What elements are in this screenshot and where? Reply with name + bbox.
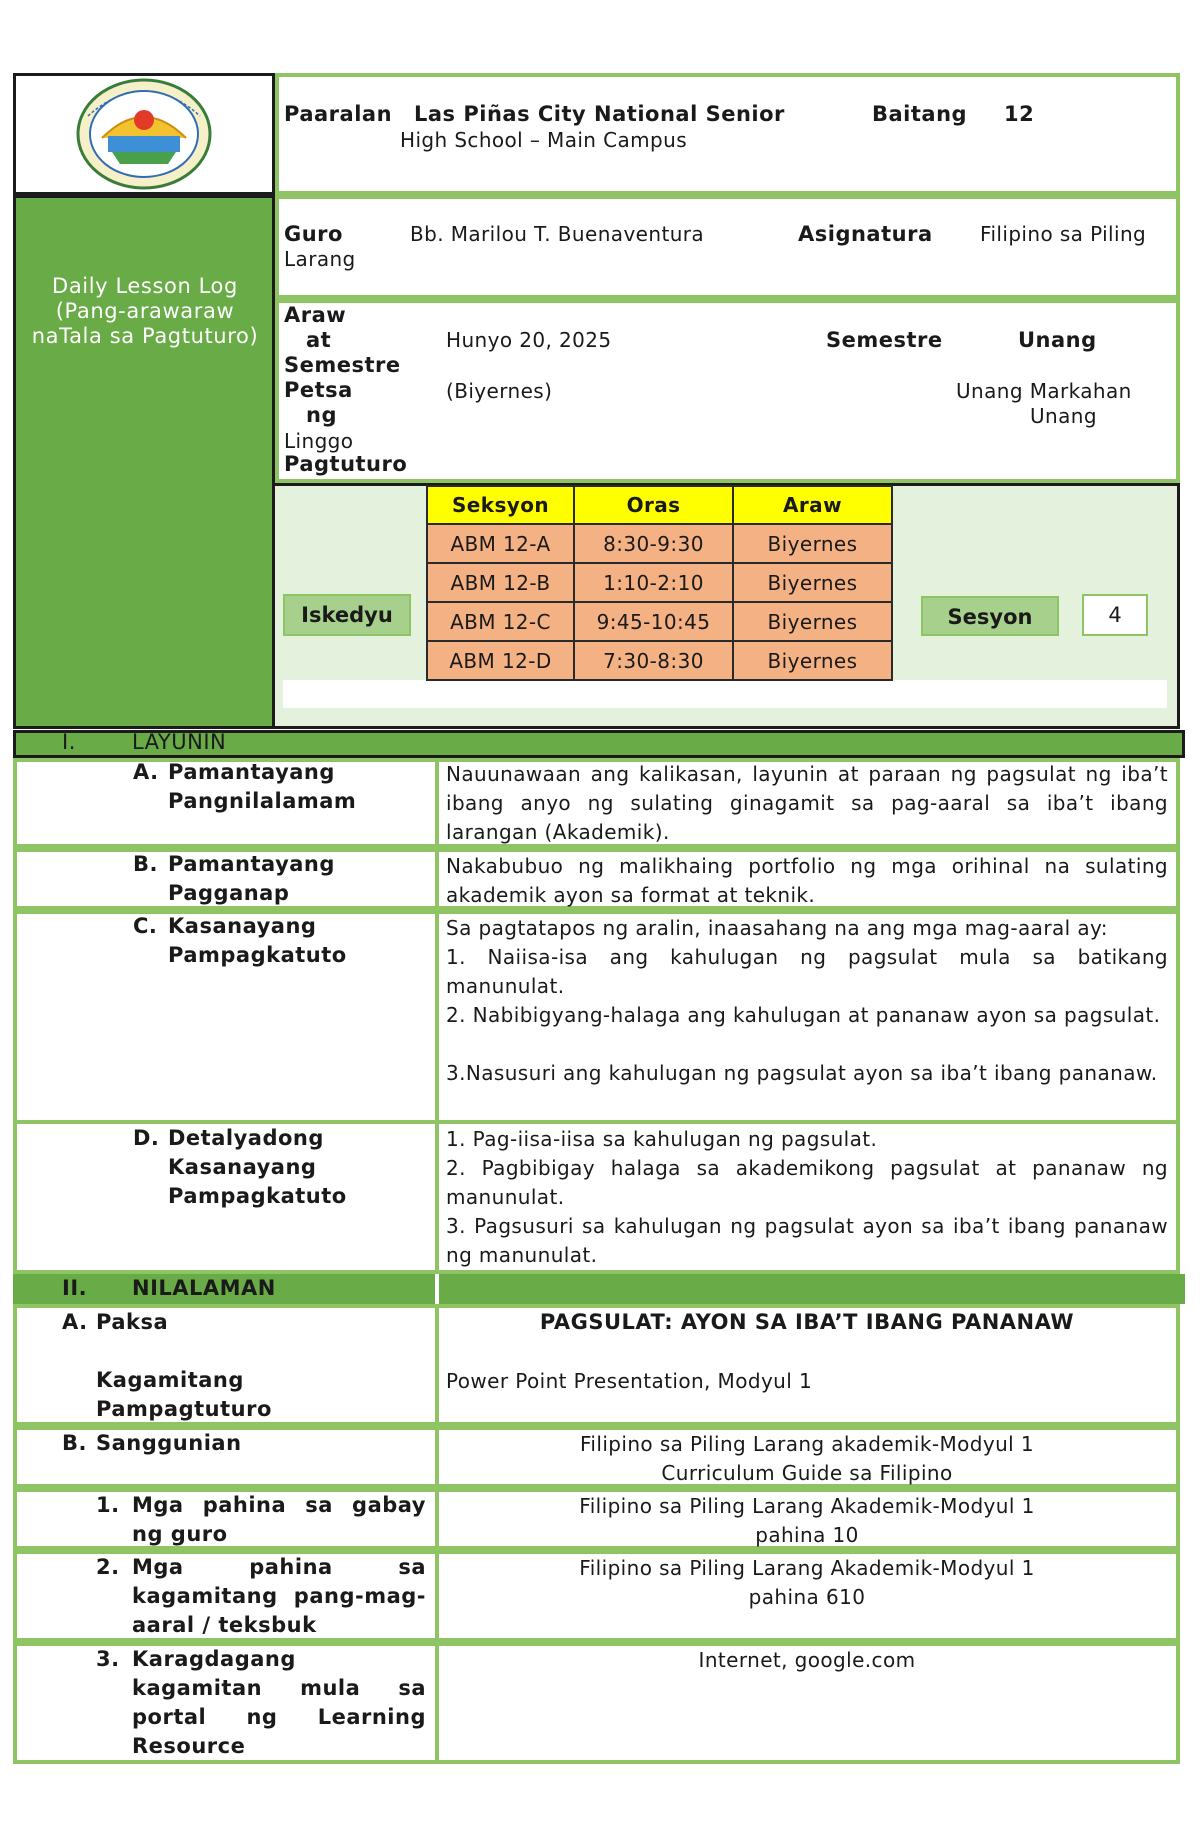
paksa-label: Paksa — [96, 1310, 169, 1334]
iskedyu-label: Iskedyu — [283, 594, 411, 636]
araw-label-3: Semestre — [284, 353, 401, 377]
layunin-c-item-3: 3.Nasusuri ang kahulugan ng pagsulat ayon sa iba’t ibang pananaw. — [446, 1061, 1158, 1085]
layunin-c-letter: C. — [133, 914, 158, 938]
sesyon-label: Sesyon — [921, 596, 1059, 636]
schedule-cell: 7:30-8:30 — [574, 641, 733, 680]
petsa-label-1: Petsa — [284, 378, 353, 402]
layunin-a-label-1: Pamantayang — [168, 760, 335, 784]
item1-value-1: Filipino sa Piling Larang Akademik-Modyul 1 — [579, 1494, 1035, 1518]
baitang-value: 12 — [1004, 102, 1035, 126]
item3-num: 3. — [96, 1647, 120, 1671]
nilalaman-bar-divider — [435, 1274, 439, 1304]
schedule-col-araw: Araw — [733, 486, 892, 524]
sanggunian-label: Sanggunian — [96, 1431, 242, 1455]
item1-label-2: ng guro — [132, 1522, 228, 1546]
markahan-value-1: Unang Markahan — [956, 379, 1132, 403]
paksa-letter: A. — [62, 1310, 88, 1334]
layunin-c-item-1: 1. Naiisa-isa ang kahulugan ng pagsulat mula sa batikang manunulat. — [446, 945, 1168, 998]
paaralan-value-line1: Las Piñas City National Senior — [414, 102, 785, 126]
kagamitan-value: Power Point Presentation, Modyul 1 — [446, 1369, 813, 1393]
layunin-d-item-1: 1. Pag-iisa-iisa sa kahulugan ng pagsulat. — [446, 1127, 878, 1151]
table-row — [427, 641, 892, 680]
guro-value: Bb. Marilou T. Buenaventura — [410, 222, 705, 246]
layunin-a-letter: A. — [133, 760, 159, 784]
day-value: (Biyernes) — [446, 379, 553, 403]
layunin-d-label-2: Kasanayang — [168, 1155, 317, 1179]
schedule-cell: 1:10-2:10 — [574, 563, 733, 602]
schedule-cell: Biyernes — [733, 524, 892, 563]
item2-num: 2. — [96, 1555, 120, 1579]
petsa-label-2: ng — [306, 403, 337, 427]
layunin-d-letter: D. — [133, 1126, 160, 1150]
layunin-a-label-2: Pangnilalamam — [168, 789, 357, 813]
layunin-b-text: Nakabubuo ng malikhaing portfolio ng mga orihinal na sulating akademik ayon sa format at teknik. — [446, 854, 1168, 907]
layunin-c-label-2: Pampagkatuto — [168, 943, 347, 967]
schedule-cell: ABM 12-C — [427, 602, 574, 641]
item1-num: 1. — [96, 1493, 120, 1517]
layunin-d-item-3: 3. Pagsusuri sa kahulugan ng pagsulat ayon sa iba’t ibang pananaw ng manunulat. — [446, 1214, 1168, 1267]
paaralan-value-line2: High School – Main Campus — [400, 128, 688, 152]
table-row — [427, 602, 892, 641]
table-row — [427, 524, 892, 563]
schedule-cell: Biyernes — [733, 563, 892, 602]
layunin-d-label-1: Detalyadong — [168, 1126, 324, 1150]
kagamitan-label-2: Pampagtuturo — [96, 1397, 272, 1421]
layunin-c-intro: Sa pagtatapos ng aralin, inaasahang na ang mga mag-aaral ay: — [446, 916, 1108, 940]
paaralan-label: Paaralan — [284, 102, 393, 126]
paksa-value: PAGSULAT: AYON SA IBA’T IBANG PANANAW — [539, 1310, 1075, 1334]
table-row — [427, 563, 892, 602]
item3-value: Internet, google.com — [698, 1648, 916, 1672]
schedule-cell: ABM 12-D — [427, 641, 574, 680]
schedule-blank-strip — [283, 680, 1167, 708]
item2-label-3: aaral / teksbuk — [132, 1613, 317, 1637]
date-value: Hunyo 20, 2025 — [446, 328, 612, 352]
item3-label-3: portal ng Learning — [132, 1705, 426, 1729]
sesyon-value: 4 — [1082, 594, 1148, 636]
item1-label-1: Mga pahina sa gabay — [132, 1493, 426, 1517]
araw-label-2: at — [306, 328, 332, 352]
layunin-c-item-2: 2. Nabibigyang-halaga ang kahulugan at pananaw ayon sa pagsulat. — [446, 1003, 1161, 1027]
kagamitan-label-1: Kagamitang — [96, 1368, 244, 1392]
layunin-c-label-1: Kasanayang — [168, 914, 317, 938]
nilalaman-title: NILALAMAN — [132, 1276, 276, 1300]
markahan-value-2: Unang — [1030, 404, 1097, 428]
sanggunian-letter: B. — [62, 1431, 87, 1455]
semestre-label: Semestre — [826, 328, 943, 352]
item2-label-2: kagamitang pang-mag- — [132, 1584, 426, 1608]
layunin-num: I. — [62, 730, 76, 754]
item2-value-1: Filipino sa Piling Larang Akademik-Modyul 1 — [579, 1556, 1035, 1580]
item3-label-2: kagamitan mula sa — [132, 1676, 426, 1700]
semestre-value: Unang — [1018, 328, 1097, 352]
item1-value-2: pahina 10 — [755, 1523, 859, 1547]
schedule-cell: ABM 12-B — [427, 563, 574, 602]
araw-label-1: Araw — [284, 303, 347, 327]
item2-value-2: pahina 610 — [748, 1585, 866, 1609]
sanggunian-value-2: Curriculum Guide sa Filipino — [661, 1461, 953, 1485]
layunin-title: LAYUNIN — [132, 730, 227, 754]
schedule-header-row — [427, 486, 892, 524]
schedule-cell: 8:30-9:30 — [574, 524, 733, 563]
schedule-table — [426, 485, 893, 681]
layunin-b-label-2: Pagganap — [168, 881, 290, 905]
schedule-col-oras: Oras — [574, 486, 733, 524]
layunin-b-letter: B. — [133, 852, 158, 876]
layunin-a-text: Nauunawaan ang kalikasan, layunin at paraan ng pagsulat ng iba’t ibang anyo ng sulating ginagamit sa pag-aaral sa iba’t ibang larangan (Akademik). — [446, 762, 1168, 844]
schedule-cell: 9:45-10:45 — [574, 602, 733, 641]
school-seal-logo — [72, 76, 216, 192]
asignatura-value-line1: Filipino sa Piling — [980, 222, 1147, 246]
schedule-cell: ABM 12-A — [427, 524, 574, 563]
item2-label-1: Mga pahina sa — [132, 1555, 426, 1579]
nilalaman-num: II. — [62, 1276, 88, 1300]
schedule-cell: Biyernes — [733, 602, 892, 641]
asignatura-label: Asignatura — [798, 222, 933, 246]
item3-label-1: Karagdagang — [132, 1647, 296, 1671]
guro-label: Guro — [284, 222, 343, 246]
petsa-label-4: Pagtuturo — [284, 452, 408, 476]
petsa-label-3: Linggo — [284, 429, 354, 453]
asignatura-value-line2: Larang — [284, 247, 356, 271]
layunin-b-label-1: Pamantayang — [168, 852, 335, 876]
schedule-col-seksyon: Seksyon — [427, 486, 574, 524]
baitang-label: Baitang — [872, 102, 968, 126]
schedule-cell: Biyernes — [733, 641, 892, 680]
dll-title: Daily Lesson Log (Pang-arawaraw naTala sa Pagtuturo) — [31, 274, 259, 348]
item3-label-4: Resource — [132, 1734, 246, 1758]
layunin-d-label-3: Pampagkatuto — [168, 1184, 347, 1208]
sanggunian-value-1: Filipino sa Piling Larang akademik-Modyul 1 — [579, 1432, 1035, 1456]
layunin-d-item-2: 2. Pagbibigay halaga sa akademikong pagsulat at pananaw ng manunulat. — [446, 1156, 1168, 1209]
